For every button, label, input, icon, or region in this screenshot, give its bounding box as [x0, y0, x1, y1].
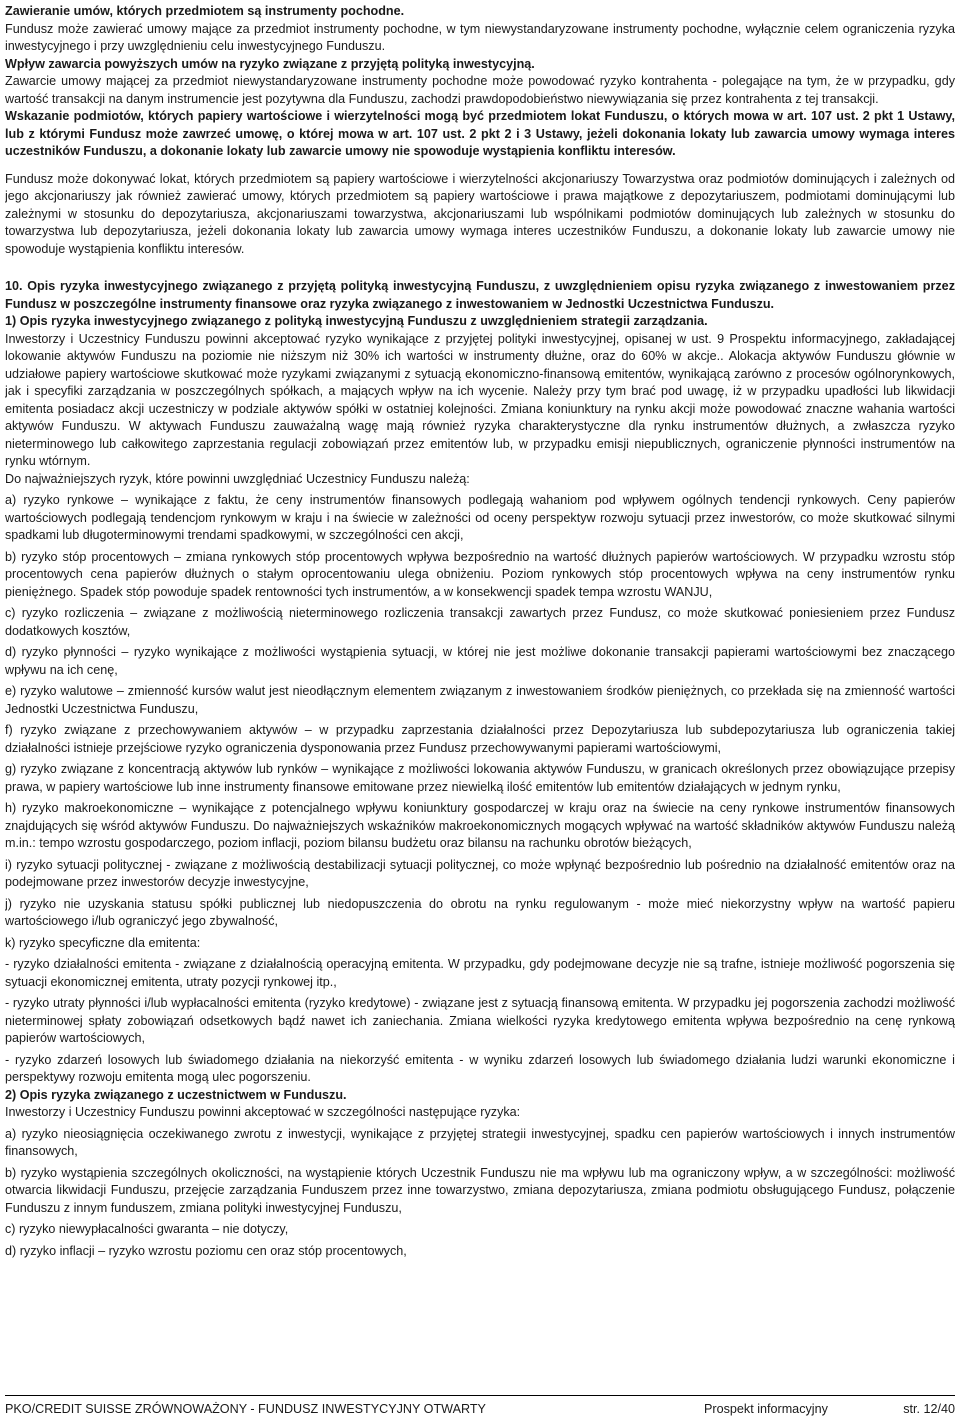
footer-page-number: str. 12/40: [903, 1402, 955, 1416]
section-heading: Zawieranie umów, których przedmiotem są instrumenty pochodne.: [5, 4, 405, 18]
section-heading: 1) Opis ryzyka inwestycyjnego związanego z polityką inwestycyjną Funduszu z uwzględnieniem strategii zarządzania.: [5, 314, 708, 328]
list-item: k) ryzyko specyficzne dla emitenta:: [5, 935, 201, 950]
page-footer: [5, 1395, 955, 1418]
footer-fund-name: PKO/CREDIT SUISSE ZRÓWNOWAŻONY - FUNDUSZ INWESTYCYJNY OTWARTY: [5, 1402, 486, 1416]
list-item: Inwestorzy i Uczestnicy Funduszu powinni akceptować w szczególności następujące ryzyka:: [5, 1105, 521, 1119]
list-item: g) ryzyko związane z koncentracją aktywów lub rynków – wynikające z możliwości lokowania aktywów Funduszu, w granicach określonych przez obowiązujące przepisy prawa, w papiery wartościowe lub inne instrumenty finansowe emitowane przez niewielką ilość emitentów lub emitentów działających w jednym rynku,: [5, 762, 955, 794]
list-item: d) ryzyko płynności – ryzyko wynikające z możliwości wystąpienia sytuacji, w której nie jest możliwe dokonanie transakcji papierami wartościowymi bez znaczącego wpływu na ich cenę,: [5, 645, 955, 677]
list-item: Do najważniejszych ryzyk, które powinni uwzględniać Uczestnicy Funduszu należą:: [5, 471, 470, 486]
list-item: j) ryzyko nie uzyskania statusu spółki publicznej lub niedopuszczenia do obrotu na rynku regulowanym - może mieć niekorzystny wpływ na wartość papieru wartościowego i/lub ograniczyć jego zbywalność,: [5, 896, 955, 928]
spacer: [5, 258, 955, 268]
list-item: b) ryzyko wystąpienia szczególnych okoliczności, na wystąpienie których Uczestnik Funduszu nie ma wpływu lub ma ograniczony wpływ, a w szczególności: możliwość otwarcia likwidacji Funduszu, przejęcie zarządzania Funduszem przez inne towarzystwo, zmiana depozytariusza, zmiana podmiotu obsługującego Fundusz, połączenie Funduszu z innym funduszem, zmiana polityki inwestycyjnej Funduszu,: [5, 1165, 955, 1215]
paragraph: Fundusz może zawierać umowy mające za przedmiot instrumenty pochodne, w tym niewystandaryzowane instrumenty pochodne, wyłącznie celem ograniczenia ryzyka inwestycyjnego i przy uwzględnieniu celu inwestycyjnego Funduszu.: [5, 21, 955, 53]
list-item: - ryzyko zdarzeń losowych lub świadomego działania na niekorzyść emitenta - w wyniku zdarzeń losowych lub świadomego działania ludzi warunki ekonomiczne i perspektywy rozwoju emitenta mogą ulec pogorszeniu.: [5, 1052, 955, 1084]
paragraph: Inwestorzy i Uczestnicy Funduszu powinni akceptować ryzyko wynikające z przyjętej polityki inwestycyjnej, opisanej w ust. 9 Prospektu informacyjnego, zakładającej lokowanie aktywów Funduszu na poziomie nie niższym niż 30% ich wartości w instrumenty dłużne, oraz do 60% w akcje.. Alokacja aktywów Funduszu głównie w udziałowe papiery wartościowe skutkować może ryzykami związanymi z sytuacją ekonomiczno-finansową emitentów, wynikającą zarówno z procesów ogólnorynkowych, jak i specyfiki zarządzania w poszczególnych spółkach, a mających wpływ na ich wycenie. Należy przy tym brać pod uwagę, iż w przypadku upadłości lub likwidacji emitenta posiadacz akcji uczestniczy w podziale aktywów spółki w ostatniej kolejności. Zmiana koniunktury na rynku akcji może powodować znaczne wahania wartości aktywów Funduszu. W aktywach Funduszu zauważalną wagę mają również ryzyka charakterystyczne dla rynku instrumentów dłużnych, a zwłaszcza ryzyko nieterminowego lub całkowitego zaprzestania regulacji zobowiązań przez emitentów lub, w przypadku emisji niepublicznych, ograniczenie płynności instrumentów na rynku wtórnym.: [5, 331, 955, 468]
section-heading: Wpływ zawarcia powyższych umów na ryzyko związane z przyjętą polityką inwestycyjną.: [5, 56, 535, 71]
list-item: d) ryzyko inflacji – ryzyko wzrostu poziomu cen oraz stóp procentowych,: [5, 1243, 407, 1258]
list-item: a) ryzyko nieosiągnięcia oczekiwanego zwrotu z inwestycji, wynikające z przyjętej strategii inwestycyjnej, spadku cen papierów wartościowych i innych instrumentów finansowych,: [5, 1126, 955, 1158]
list-item: c) ryzyko niewypłacalności gwaranta – nie dotyczy,: [5, 1222, 289, 1236]
document-content: [5, 3, 955, 1260]
list-item: e) ryzyko walutowe – zmienność kursów walut jest nieodłącznym elementem związanym z inwestowaniem środków pieniężnych, co przekłada się na zmienność wartości Jednostki Uczestnictwa Funduszu,: [5, 684, 955, 716]
list-item: i) ryzyko sytuacji politycznej - związane z możliwością destabilizacji sytuacji politycznej, co może wpłynąć bezpośrednio lub pośrednio na działalność emitentów oraz na podejmowane przez inwestorów decyzje inwestycyjne,: [5, 857, 955, 889]
list-item: - ryzyko działalności emitenta - związane z działalnością operacyjną emitenta. W przypadku, gdy podejmowane decyzje nie są trafne, istnieje możliwość pogorszenia się sytuacji ekonomicznej emitenta, utraty pozycji rynkowej itp.,: [5, 957, 955, 989]
section-heading: 10. Opis ryzyka inwestycyjnego związanego z przyjętą polityką inwestycyjną Funduszu, z uwzględnieniem opisu ryzyka związanego z inwestowaniem przez Fundusz w poszczególne instrumenty finansowe oraz ryzyka związanego z inwestowaniem w Jednostki Uczestnictwa Funduszu.: [5, 279, 955, 311]
paragraph: Zawarcie umowy mającej za przedmiot niewystandaryzowane instrumenty pochodne może powodować ryzyko kontrahenta - polegające na tym, że w przypadku, gdy wartość transakcji na danym instrumencie jest pozytywna dla Funduszu, zachodzi prawdopodobieństwo niewywiązania się przez kontrahenta z tej transakcji.: [5, 74, 955, 106]
list-item: b) ryzyko stóp procentowych – zmiana rynkowych stóp procentowych wpływa bezpośrednio na wartość dłużnych papierów wartościowych. W przypadku wzrostu stóp procentowych cena papierów dłużnych o stałym oprocentowaniu ulega obniżeniu. Poziom rynkowych stóp procentowych wpływa na ceny instrumentów rynku pieniężnego. Spadek stóp powoduje spadek rentowności tych instrumentów, a w konsekwencji spadek tempa wzrostu WANJU,: [5, 549, 955, 599]
section-heading: Wskazanie podmiotów, których papiery wartościowe i wierzytelności mogą być przedmiotem lokat Funduszu, o których mowa w art. 107 ust. 2 pkt 1 Ustawy, lub z którymi Fundusz może zawrzeć umowę, o której mowa w art. 107 ust. 2 pkt 2 i 3 Ustawy, jeżeli dokonania lokaty lub zawarcia umowy wymaga interes uczestników Funduszu, a dokonanie lokaty lub zawarcie umowy nie spowoduje wystąpienia konfliktu interesów.: [5, 109, 955, 158]
list-item: - ryzyko utraty płynności i/lub wypłacalności emitenta (ryzyko kredytowe) - związane jest z sytuacją finansową emitenta. W przypadku jej pogorszenia zachodzi możliwość nieterminowej spłaty zobowiązań odsetkowych bądź nawet ich zaniechania. Zmiana wielkości ryzyka kredytowego emitenta wpływa bezpośrednio na cenę rynkową papierów wartościowych,: [5, 996, 955, 1045]
footer-document-title: Prospekt informacyjny: [704, 1402, 828, 1416]
list-item: a) ryzyko rynkowe – wynikające z faktu, że ceny instrumentów finansowych podlegają wahaniom pod wpływem ogólnych tendencji rynkowych. Ceny papierów wartościowych podlegają tendencjom rynkowym w kraju i na świecie w zależności od oceny perspektyw rozwoju sytuacji przez inwestorów, co może skutkować silnymi spadkami lub długoterminowymi trendami spadkowymi, w szczególności cen akcji,: [5, 493, 955, 542]
document-page: [5, 3, 955, 1388]
spacer: [5, 268, 955, 278]
section-heading: 2) Opis ryzyka związanego z uczestnictwem w Funduszu.: [5, 1087, 347, 1102]
spacer: [5, 161, 955, 171]
paragraph: Fundusz może dokonywać lokat, których przedmiotem są papiery wartościowe i wierzytelności akcjonariuszy Towarzystwa oraz podmiotów dominujących i zależnych od jego akcjonariuszy jak również zawierać umowy, których przedmiotem są papiery wartościowe i prawa majątkowe z depozytariuszem, podmiotami dominującymi lub zależnymi w stosunku do depozytariusza, akcjonariuszami towarzystwa, akcjonariuszami lub wspólnikami podmiotów dominujących lub zależnych w stosunku do towarzystwa lub depozytariusza, jeżeli dokonania lokaty lub zawarcia umowy wymaga interes uczestników Funduszu, a dokonanie lokaty lub zawarcie umowy nie spowoduje wystąpienia konfliktu interesów.: [5, 171, 955, 256]
list-item: f) ryzyko związane z przechowywaniem aktywów – w przypadku zaprzestania działalności przez Depozytariusza lub subdepozytariusza lub ograniczenia takiej działalności istnieje przejściowe ryzyko ograniczenia dysponowania przez Fundusz przechowywanymi papierami wartościowymi,: [5, 723, 955, 755]
list-item: c) ryzyko rozliczenia – związane z możliwością nieterminowego rozliczenia transakcji zawartych przez Fundusz, co może skutkować poniesieniem przez Fundusz dodatkowych kosztów,: [5, 606, 955, 638]
list-item: h) ryzyko makroekonomiczne – wynikające z potencjalnego wpływu koniunktury gospodarczej w kraju oraz na świecie na ceny rynkowe instrumentów finansowych znajdujących się wśród aktywów Funduszu. Do najważniejszych wskaźników makroekonomicznych mogących wpływać na wartość składników aktywów Funduszu należą m.in.: tempo wzrostu gospodarczego, poziom inflacji, poziom bilansu budżetu oraz bilansu na rachunku obrotów bieżących,: [5, 801, 955, 850]
